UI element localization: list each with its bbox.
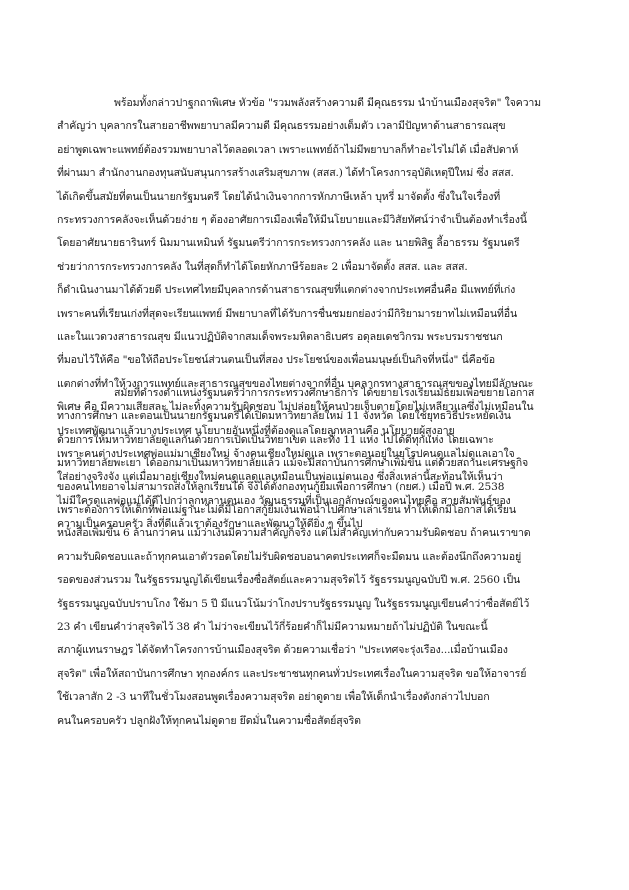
paragraph-1-line: กระทรวงการคลังจะเห็นด้วยง่าย ๆ ต้องอาศัยการเมืองเพื่อให้มีนโยบายและมีวิสัยทัศน์ว่าจำเป็นต้องทำเรื่องนี้ (57, 214, 527, 226)
paragraph-1-line: ไม่มีใครดูแลพ่อแม่ได้ดีไปกว่าลูกหลานตนเอง วัฒนธรรมที่เป็นเอกลักษณ์ของคนไทยคือ สายสัมพันธ์ของ (57, 494, 511, 507)
paragraph-2-line: สมัยที่ดำรงตำแหน่งรัฐมนตรีว่าการกระทรวงศึกษาธิการ ได้ขยายโรงเรียนมัธยมเพื่อขยายโอกาส (114, 387, 535, 399)
paragraph-2-line: ใช้เวลาสัก 2 -3 นาทีในชั่วโมงสอนพูดเรื่องความสุจริต อย่าดูดาย เพื่อให้เด็กนำเรื่องดังกล่าวไปบอก (57, 691, 490, 704)
paragraph-1-line: อย่าพูดเฉพาะแพทย์ต้องรวมพยาบาลไว้ตลอดเวลา เพราะแพทย์ถ้าไม่มีพยาบาลก็ทำอะไรไม่ได้ เมื่อสัปดาห์ (57, 143, 519, 156)
paragraph-2-line: รัฐธรรมนูญฉบับปราบโกง ใช้มา 5 ปี มีแนวโน้มว่าโกงปราบรัฐธรรมนูญ ในรัฐธรรมนูญเขียนคำว่าซื่อสัตย์ไว้ (57, 597, 530, 610)
paragraph-1-line: ความเป็นครอบครัว สิ่งที่ดีแล้วเราต้องรักษาและพัฒนาให้ดียิ่ง ๆ ขึ้นไป (57, 518, 363, 531)
paragraph-2-line: ด้วยการให้มหาวิทยาลัยดูแลกันด้วยการเปิดเป็นวิทยาเขต และทั้ง 11 แห่ง ไปได้ดีทุกแห่ง โดยเฉพาะ (57, 433, 494, 446)
paragraph-1-line: ที่ผ่านมา สำนักงานกองทุนสนับสนุนการสร้างเสริมสุขภาพ (สสส.) ได้ทำโครงการอุบัติเหตุปีใหม่ ซึ่ง สสส. (57, 167, 514, 180)
paragraph-2-line: ทางการศึกษา และตอนเป็นนายกรัฐมนตรีได้เปิดมหาวิทยาลัยใหม่ 11 จังหวัด โดยใช้ยุทธวิธีประหยัดเงิน (57, 410, 511, 423)
paragraph-1-line: พิเศษ คือ มีความเสียสละ ไม่ละทิ้งความรับผิดชอบ ไม่ปล่อยให้คนป่วยเจ็บตายโดยไม่เหลียวแลซึ่งไม่เหมือนใน (57, 401, 534, 414)
paragraph-1-line: เพราะคนต่างประเทศพ่อแม่มาเชียงใหม่ จ้างคนเชียงใหม่ดูแล เพราะตอนอยู่ในยุโรปคนดูแลไม่ดูแลเอาใจ (57, 448, 515, 460)
paragraph-1-line: ใส่อย่างจริงจัง แต่เมื่อมาอยู่เชียงใหม่คนดูแลดูแลเหมือนเป็นพ่อแม่ตนเอง ซึ่งสิ่งเหล่านี้สะท้อนให้เห็นว่า (57, 471, 503, 484)
paragraph-2-line: ของคนไทยอาจไม่สามารถส่งให้ลูกเรียนได้ จึงได้ตั้งกองทุนกู้ยืมเพื่อการศึกษา (กยศ.) เมื่อปี พ.ศ. 2538 (57, 480, 505, 493)
paragraph-2-line: ความรับผิดชอบและถ้าทุกคนเอาตัวรอดโดยไม่รับผิดชอบอนาคตประเทศก็จะมืดมน และต้องนึกถึงความอยู่ (57, 550, 522, 563)
paragraph-1-line: ช่วยว่าการกระทรวงการคลัง ในที่สุดก็ทำได้โดยหักภาษีร้อยละ 2 เพื่อมาจัดตั้ง สสส. และ สสส. (57, 260, 468, 273)
paragraph-2-line: มหาวิทยาลัยพะเยา ได้ออกมาเป็นมหาวิทยาลัยแล้ว แม้จะมีสถาบันการศึกษาเพิ่มขึ้น แต่ด้วยสถานะเศรษฐกิจ (57, 457, 529, 470)
paragraph-1-line: ก็ดำเนินงานมาได้ด้วยดี ประเทศไทยมีบุคลากรด้านสาธารณสุขที่แตกต่างจากประเทศอื่นคือ มีแพทย์ที่เก่ง (57, 284, 516, 297)
paragraph-2-line: 23 คำ เขียนคำว่าสุจริตไว้ 38 คำ ไม่ว่าจะเขียนไว้กี่ร้อยคำก็ไม่มีความหมายถ้าไม่ปฏิบัติ ในขณะนี้ (57, 621, 488, 633)
paragraph-1-line: ที่มอบไว้ให้คือ "ขอให้ถือประโยชน์ส่วนตนเป็นที่สอง ประโยชน์ของเพื่อนมนุษย์เป็นกิจที่หนึ่ง" นี่คือข้อ (57, 354, 496, 367)
paragraph-2-line: คนในครอบครัว ปลูกฝังให้ทุกคนไม่ดูดาย ยึดมั่นในความซื่อสัตย์สุจริต (57, 714, 361, 727)
paragraph-2-line: สุจริต" เพื่อให้สถาบันการศึกษา ทุกองค์กร และประชาชนทุกคนทั่วประเทศเรื่องในความสุจริต ขอให้อาจารย์ (57, 667, 527, 680)
paragraph-1-line: ประเทศพัฒนาแล้วบางประเทศ นโยบายอันหนึ่งที่ต้องดูแลโดยลูกหลานคือ นโยบายผู้สูงอายุ (57, 424, 455, 437)
paragraph-1-line: ได้เกิดขึ้นสมัยที่ตนเป็นนายกรัฐมนตรี โดยได้นำเงินจากการหักภาษีเหล้า บุหรี่ มาจัดตั้ง ซึ่งในใจเรื่องที่ (57, 190, 501, 203)
paragraph-2-line: หนังสือเพิ่มขึ้น 6 ล้านกว่าคน แม้ว่าเงินมีความสำคัญก็จริง แต่ไม่สำคัญเท่ากับความรับผิดชอบ ถ้าคนเราขาด (57, 527, 531, 540)
paragraph-2-line: เพราะต้องการให้เด็กที่พ่อแม่ฐานะไม่ดีมีโอกาสกู้ยืมเงินเพื่อนำไปศึกษาเล่าเรียน ทำให้เด็กมีโอกาสได้เรียน (57, 504, 516, 516)
paragraph-2-line: สภาผู้แทนราษฎร ได้จัดทำโครงการบ้านเมืองสุจริต ด้วยความเชื่อว่า "ประเทศจะรุ่งเรือง...เมื่อบ้านเมือง (57, 644, 508, 657)
paragraph-1-line: และในแวดวงสาธารณสุข มีแนวปฏิบัติจากสมเด็จพระมหิตลาธิเบศร อดุลยเดชวิกรม พระบรมราชชนก (57, 331, 503, 343)
paragraph-1-line: โดยอาศัยนายธารินทร์ นิมมานเหมินท์ รัฐมนตรีว่าการกระทรวงการคลัง และ นายพิสิฐ ลี้อาธรรม รัฐมนตรี (57, 237, 520, 250)
paragraph-1-line: แตกต่างที่ทำให้วงการแพทย์และสาธารณสุขของไทยต่างจากที่อื่น บุคลากรทางสาธารณสุขของไทยมีลักษณะ (57, 377, 534, 390)
paragraph-1-line: พร้อมทั้งกล่าวปาฐกถาพิเศษ หัวข้อ "รวมพลังสร้างความดี มีคุณธรรม นำบ้านเมืองสุจริต" ใจความ (114, 97, 542, 109)
paragraph-1-line: สำคัญว่า บุคลากรในสายอาชีพพยาบาลมีความดี มีคุณธรรมอย่างเต็มตัว เวลามีปัญหาด้านสาธารณสุข (57, 120, 506, 133)
paragraph-2-line: รอดของส่วนรวม ในรัฐธรรมนูญได้เขียนเรื่องซื่อสัตย์และความสุจริตไว้ รัฐธรรมนูญฉบับปี พ.ศ. 2560 เป็น (57, 574, 521, 587)
paragraph-1-line: เพราะคนที่เรียนเก่งที่สุดจะเรียนแพทย์ มีพยาบาลที่ได้รับการชื่นชมยกย่องว่ามีกิริยามารยาทไม่เหมือนที่อื่น (57, 307, 518, 320)
